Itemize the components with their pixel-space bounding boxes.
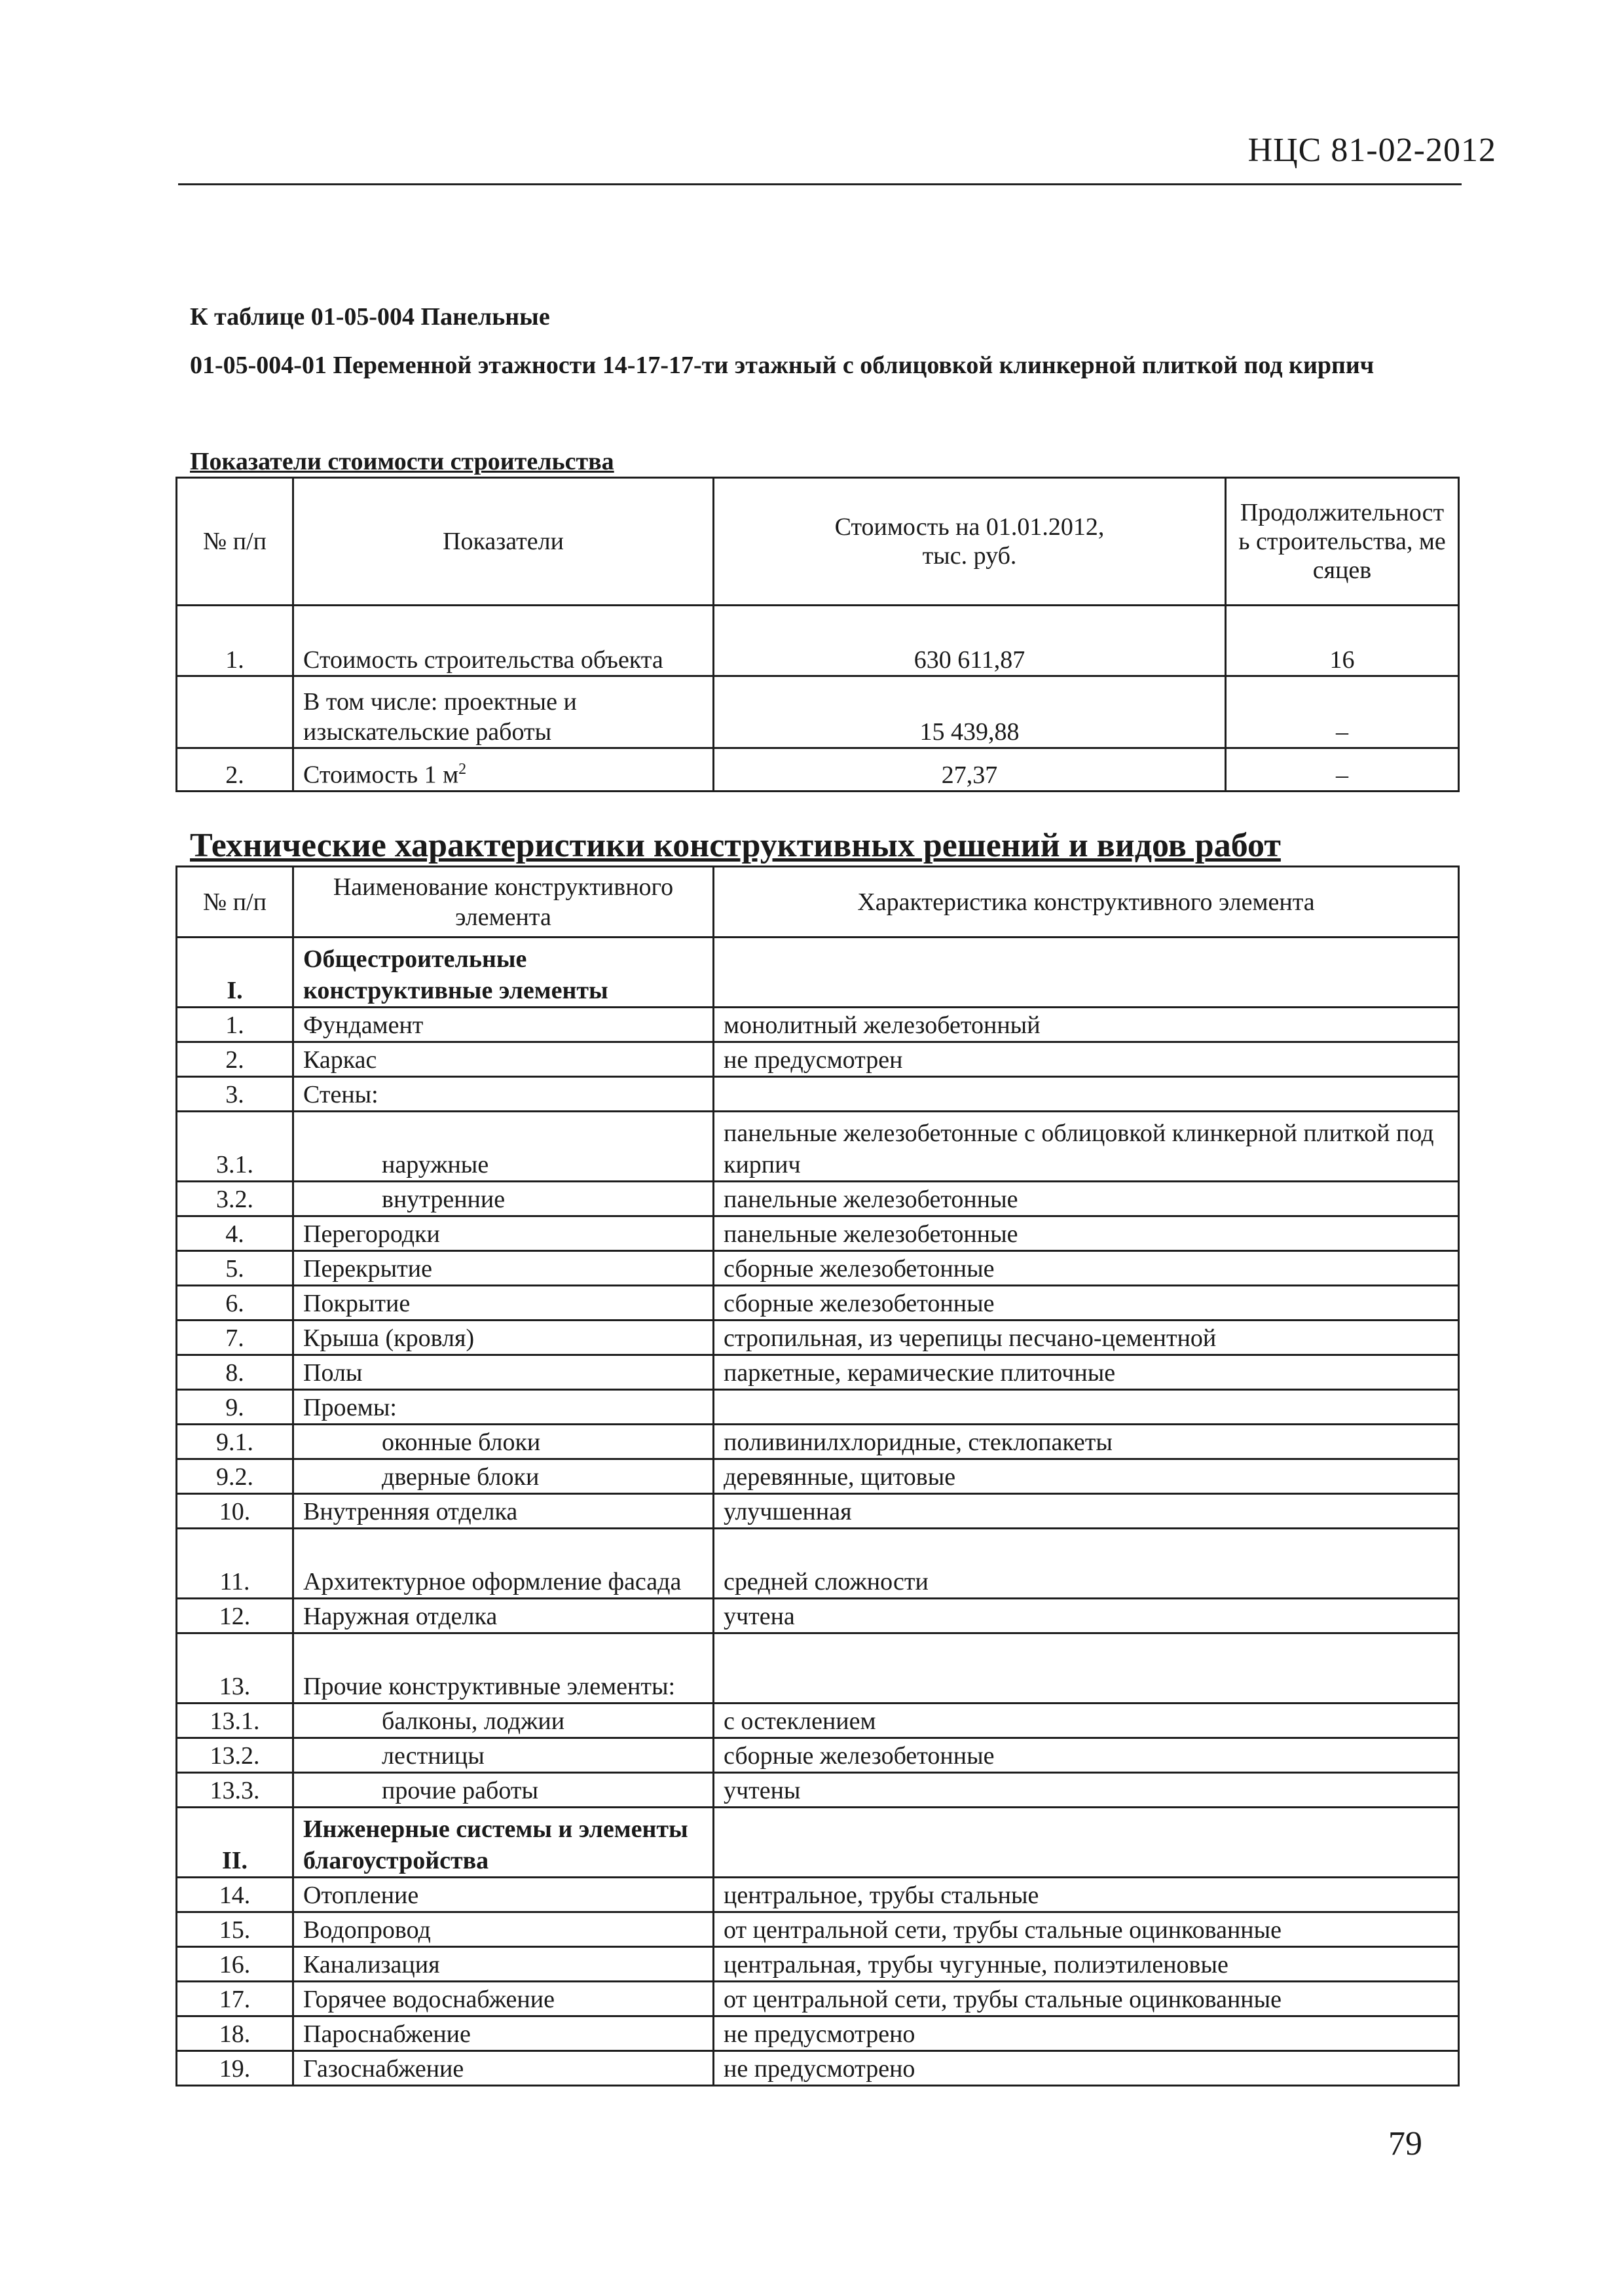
table-row — [177, 1912, 1459, 1947]
row-element-name: Общестроительные конструктивные элементы — [293, 938, 714, 1008]
row-num: 9.1. — [177, 1425, 293, 1459]
row-element-name: Перегородки — [293, 1216, 714, 1251]
table-row — [177, 2016, 1459, 2051]
table-row — [177, 606, 1459, 676]
row-num: 3.2. — [177, 1182, 293, 1216]
table-header-row — [177, 478, 1459, 606]
table-row — [177, 1494, 1459, 1529]
tech-heading: Технические характеристики конструктивных решений и видов работ — [190, 827, 1281, 864]
table-row — [177, 1808, 1459, 1878]
row-num: 6. — [177, 1286, 293, 1321]
row-num: 17. — [177, 1982, 293, 2016]
row-element-name: Фундамент — [293, 1008, 714, 1042]
section-subtitle: 01-05-004-01 Переменной этажности 14-17-17-ти этажный с облицовкой клинкерной плиткой под кирпич — [190, 352, 1375, 379]
row-element-name: Крыша (кровля) — [293, 1321, 714, 1355]
row-characteristic: монолитный железобетонный — [714, 1008, 1459, 1042]
row-element-name: Канализация — [293, 1947, 714, 1982]
row-element-name: Покрытие — [293, 1286, 714, 1321]
row-num: 5. — [177, 1251, 293, 1286]
row-characteristic — [714, 938, 1459, 1008]
row-characteristic: центральная, трубы чугунные, полиэтиленовые — [714, 1947, 1459, 1982]
row-num: 7. — [177, 1321, 293, 1355]
row-indicator: В том числе: проектные и изыскательские работы — [293, 676, 714, 748]
column-header-duration-text: Продолжительность строительства, месяцев — [1238, 499, 1446, 584]
table-row — [177, 1042, 1459, 1077]
row-cost: 27,37 — [714, 748, 1226, 792]
row-num: 2. — [177, 748, 293, 792]
column-header-cost — [714, 478, 1226, 606]
table-row — [177, 1982, 1459, 2016]
table-row — [177, 1216, 1459, 1251]
row-characteristic: от центральной сети, трубы стальные оцинкованные — [714, 1912, 1459, 1947]
row-num: 1. — [177, 606, 293, 676]
table-row — [177, 748, 1459, 792]
row-indicator: Стоимость строительства объекта — [293, 606, 714, 676]
row-element-name: балконы, лоджии — [293, 1704, 714, 1738]
table-row — [177, 1286, 1459, 1321]
row-num: 4. — [177, 1216, 293, 1251]
page-number: 79 — [1388, 2125, 1422, 2162]
row-element-name: наружные — [293, 1112, 714, 1182]
row-num: 14. — [177, 1878, 293, 1912]
row-characteristic: средней сложности — [714, 1529, 1459, 1599]
table-row — [177, 1738, 1459, 1773]
reference-title: К таблице 01-05-004 Панельные — [190, 303, 550, 331]
row-element-name: Наружная отделка — [293, 1599, 714, 1633]
table-row — [177, 938, 1459, 1008]
column-header-duration — [1226, 478, 1459, 606]
row-num: 11. — [177, 1529, 293, 1599]
row-characteristic: поливинилхлоридные, стеклопакеты — [714, 1425, 1459, 1459]
row-element-name: Архитектурное оформление фасада — [293, 1529, 714, 1599]
table-row — [177, 676, 1459, 748]
row-duration: 16 — [1226, 606, 1459, 676]
cost-heading: Показатели стоимости строительства — [190, 448, 614, 475]
row-element-name: Полы — [293, 1355, 714, 1390]
row-characteristic: не предусмотрено — [714, 2051, 1459, 2086]
row-characteristic: сборные железобетонные — [714, 1738, 1459, 1773]
row-num: 3. — [177, 1077, 293, 1112]
column-header-num: № п/п — [177, 478, 293, 606]
row-num: II. — [177, 1808, 293, 1878]
table-row — [177, 1599, 1459, 1633]
row-num: 8. — [177, 1355, 293, 1390]
row-characteristic: не предусмотрено — [714, 2016, 1459, 2051]
row-duration: – — [1226, 676, 1459, 748]
table-row — [177, 1773, 1459, 1808]
table-row — [177, 1008, 1459, 1042]
row-num: 13.1. — [177, 1704, 293, 1738]
row-num: 1. — [177, 1008, 293, 1042]
row-element-name: внутренние — [293, 1182, 714, 1216]
row-duration: – — [1226, 748, 1459, 792]
row-element-name: Перекрытие — [293, 1251, 714, 1286]
row-indicator — [293, 748, 714, 792]
row-num — [177, 676, 293, 748]
cost-indicators-table — [175, 477, 1460, 792]
row-characteristic: панельные железобетонные — [714, 1182, 1459, 1216]
row-element-name: лестницы — [293, 1738, 714, 1773]
row-characteristic: сборные железобетонные — [714, 1286, 1459, 1321]
table-row — [177, 1947, 1459, 1982]
row-element-name: Пароснабжение — [293, 2016, 714, 2051]
column-header-characteristic: Характеристика конструктивного элемента — [714, 867, 1459, 938]
row-num: 15. — [177, 1912, 293, 1947]
row-element-name: Стены: — [293, 1077, 714, 1112]
row-characteristic: от центральной сети, трубы стальные оцинкованные — [714, 1982, 1459, 2016]
table-header-row — [177, 867, 1459, 938]
column-header-indicator: Показатели — [293, 478, 714, 606]
row-num: 9.2. — [177, 1459, 293, 1494]
row-num: 13. — [177, 1633, 293, 1704]
row-num: 2. — [177, 1042, 293, 1077]
table-row — [177, 1425, 1459, 1459]
row-element-name: Проемы: — [293, 1390, 714, 1425]
column-header-num: № п/п — [177, 867, 293, 938]
row-characteristic: учтены — [714, 1773, 1459, 1808]
table-row — [177, 1355, 1459, 1390]
row-element-name: дверные блоки — [293, 1459, 714, 1494]
row-element-name: Отопление — [293, 1878, 714, 1912]
row-characteristic: с остеклением — [714, 1704, 1459, 1738]
column-header-element: Наименование конструктивного элемента — [293, 867, 714, 938]
row-num: 10. — [177, 1494, 293, 1529]
table-row — [177, 1878, 1459, 1912]
column-header-cost-text: Стоимость на 01.01.2012, тыс. руб. — [834, 513, 1105, 570]
row-element-name: Прочие конструктивные элементы: — [293, 1633, 714, 1704]
row-characteristic: сборные железобетонные — [714, 1251, 1459, 1286]
row-indicator-text: Стоимость 1 м — [303, 761, 459, 789]
row-element-name: Каркас — [293, 1042, 714, 1077]
row-element-name: Газоснабжение — [293, 2051, 714, 2086]
table-row — [177, 1529, 1459, 1599]
row-characteristic: учтена — [714, 1599, 1459, 1633]
doc-code: НЦС 81-02-2012 — [1247, 132, 1496, 169]
technical-characteristics-table — [175, 866, 1460, 2086]
row-characteristic — [714, 1808, 1459, 1878]
row-characteristic — [714, 1390, 1459, 1425]
row-characteristic: панельные железобетонные с облицовкой клинкерной плиткой под кирпич — [714, 1112, 1459, 1182]
row-num: 16. — [177, 1947, 293, 1982]
unit-superscript: 2 — [458, 761, 467, 778]
row-num: 18. — [177, 2016, 293, 2051]
row-num: I. — [177, 938, 293, 1008]
row-element-name: Водопровод — [293, 1912, 714, 1947]
row-cost: 630 611,87 — [714, 606, 1226, 676]
row-num: 3.1. — [177, 1112, 293, 1182]
row-characteristic: панельные железобетонные — [714, 1216, 1459, 1251]
table-row — [177, 1077, 1459, 1112]
row-characteristic: улучшенная — [714, 1494, 1459, 1529]
row-element-name: Внутренняя отделка — [293, 1494, 714, 1529]
row-characteristic: стропильная, из черепицы песчано-цементной — [714, 1321, 1459, 1355]
row-element-name: Инженерные системы и элементы благоустройства — [293, 1808, 714, 1878]
row-element-name: оконные блоки — [293, 1425, 714, 1459]
table-row — [177, 1112, 1459, 1182]
table-row — [177, 1251, 1459, 1286]
row-num: 19. — [177, 2051, 293, 2086]
table-row — [177, 1704, 1459, 1738]
row-num: 13.2. — [177, 1738, 293, 1773]
table-row — [177, 1321, 1459, 1355]
table-row — [177, 1390, 1459, 1425]
row-characteristic — [714, 1077, 1459, 1112]
row-characteristic: центральное, трубы стальные — [714, 1878, 1459, 1912]
header-rule — [178, 183, 1462, 185]
table-row — [177, 1633, 1459, 1704]
row-characteristic — [714, 1633, 1459, 1704]
row-characteristic: не предусмотрен — [714, 1042, 1459, 1077]
table-row — [177, 2051, 1459, 2086]
row-element-name: Горячее водоснабжение — [293, 1982, 714, 2016]
row-num: 9. — [177, 1390, 293, 1425]
table-row — [177, 1459, 1459, 1494]
row-num: 12. — [177, 1599, 293, 1633]
row-characteristic: паркетные, керамические плиточные — [714, 1355, 1459, 1390]
row-element-name: прочие работы — [293, 1773, 714, 1808]
table-row — [177, 1182, 1459, 1216]
row-characteristic: деревянные, щитовые — [714, 1459, 1459, 1494]
row-num: 13.3. — [177, 1773, 293, 1808]
row-cost: 15 439,88 — [714, 676, 1226, 748]
